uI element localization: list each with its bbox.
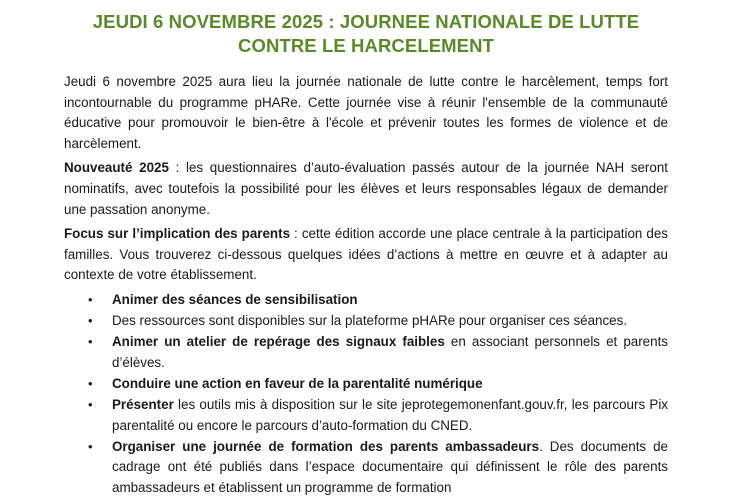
- list-item: [64, 311, 668, 332]
- focus-text: : cette édition accorde une place centrale à la participation des familles. Vous trouverez ci-dessous quelques idées d’actions à mettre en œuvre et à adapter au contexte de votre établissement.: [64, 226, 668, 283]
- list-item-bold: Conduire une action en faveur de la parentalité numérique: [112, 375, 483, 391]
- page-title: JEUDI 6 NOVEMBRE 2025 : JOURNEE NATIONALE DE LUTTE CONTRE LE HARCELEMENT: [92, 11, 640, 56]
- document-body: [64, 72, 668, 499]
- nouveaute-text: : les questionnaires d’auto-évaluation passés autour de la journée NAH seront nominatifs, avec toutefois la possibilité pour les élèves et leurs responsables légaux de demander une passation anonyme.: [64, 160, 669, 217]
- focus-label: Focus sur l’implication des parents: [64, 226, 291, 242]
- bullet-icon: •: [88, 375, 93, 391]
- list-item: [64, 437, 668, 499]
- list-item: [64, 395, 668, 436]
- bullet-icon: •: [88, 438, 93, 454]
- list-item-text: . Des documents de cadrage ont été publiés dans l’espace documentaire qui définissent le rôle des parents ambassadeurs et établissent un programme de formation: [112, 438, 669, 495]
- list-item-bold: Présenter: [112, 396, 174, 412]
- bullet-icon: •: [88, 291, 93, 307]
- list-item: [64, 332, 668, 373]
- nouveaute-paragraph: [64, 158, 668, 220]
- list-item: [64, 290, 668, 311]
- list-item-text: en associant personnels et parents d’élèves.: [112, 334, 668, 370]
- nouveaute-label: Nouveauté 2025: [64, 160, 169, 176]
- list-item: [64, 374, 668, 395]
- focus-paragraph: [64, 224, 668, 286]
- bullet-icon: •: [88, 334, 93, 350]
- intro-paragraph: Jeudi 6 novembre 2025 aura lieu la journée nationale de lutte contre le harcèlement, temps fort incontournable du programme pHARe. Cette journée vise à réunir l'ensemble de la communauté éducative pour promouvoir le bien-être à l'école et prévenir toutes les formes de violence et de harcèlement.: [64, 74, 668, 151]
- list-item-bold: Organiser une journée de formation des parents ambassadeurs: [112, 438, 540, 454]
- list-item-text: les outils mis à disposition sur le site jeprotegemonenfant.gouv.fr, les parcours Pix parentalité ou encore le parcours d’auto-formation du CNED.: [112, 396, 668, 433]
- bullet-icon: •: [88, 313, 93, 329]
- list-item-bold: Animer un atelier de repérage des signaux faibles: [112, 334, 445, 350]
- list-item-bold: Animer des séances de sensibilisation: [112, 291, 358, 307]
- action-list: [64, 290, 668, 498]
- list-item-text: Des ressources sont disponibles sur la plateforme pHARe pour organiser ces séances.: [112, 313, 628, 329]
- bullet-icon: •: [88, 396, 93, 412]
